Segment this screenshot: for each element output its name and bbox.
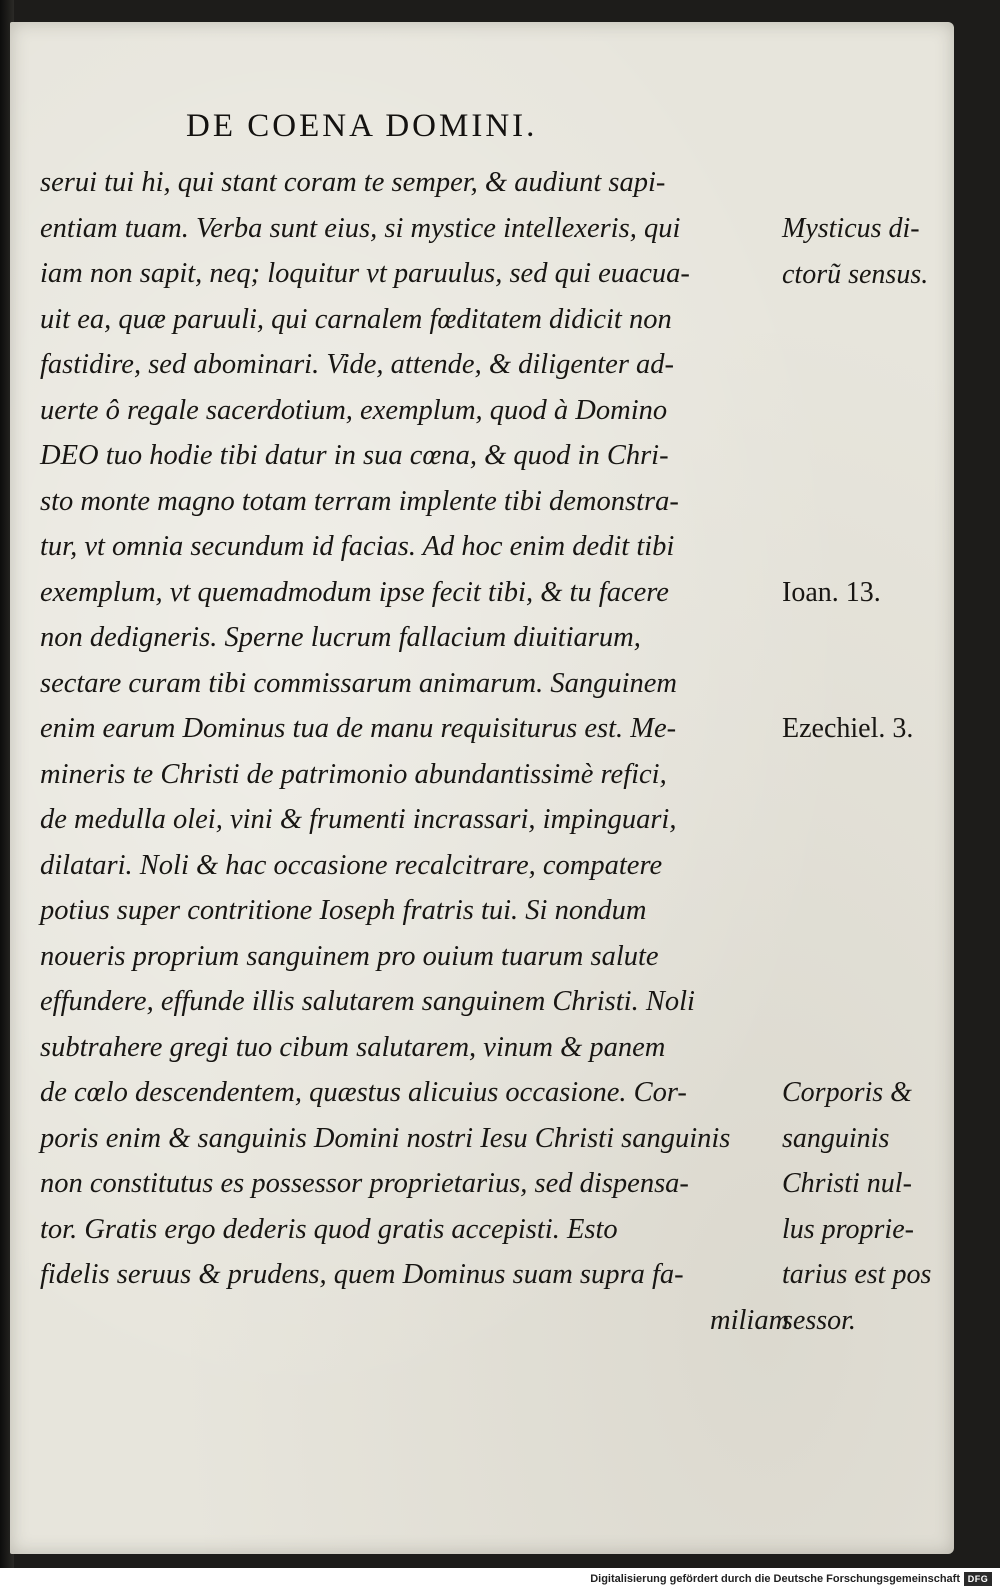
- margin-note-line: ctorũ sensus.: [782, 258, 929, 290]
- margin-note-corporis: [782, 1070, 952, 1343]
- margin-note-line: Ioan. 13.: [782, 577, 881, 608]
- text-line: subtrahere gregi tuo cibum salutarem, vinum & panem: [40, 1031, 666, 1063]
- text-line: uerte ô regale sacerdotium, exemplum, quod à Domino: [40, 394, 668, 426]
- text-line: de cœlo descendentem, quæstus alicuius occasione. Cor-: [40, 1077, 687, 1108]
- text-line: noueris proprium sanguinem pro ouium tuarum salute: [40, 940, 659, 972]
- margin-note-line: sessor.: [782, 1304, 856, 1336]
- text-line: exemplum, vt quemadmodum ipse fecit tibi, & tu facere: [40, 576, 669, 608]
- footer-bar: [0, 1568, 1000, 1593]
- text-line: non dedigneris. Sperne lucrum fallacium diuitiarum,: [40, 622, 641, 653]
- margin-note-line: tarius est pos: [782, 1259, 932, 1290]
- text-line: tur, vt omnia secundum id facias. Ad hoc enim dedit tibi: [40, 531, 675, 562]
- text-line: uit ea, quæ paruuli, qui carnalem fœditatem didicit non: [40, 303, 672, 335]
- text-line: sectare curam tibi commissarum animarum. Sanguinem: [40, 667, 677, 699]
- margin-note-line: Corporis &: [782, 1077, 912, 1108]
- text-line: fastidire, sed abominari. Vide, attende, & diligenter ad-: [40, 349, 675, 380]
- margin-note-line: lus proprie-: [782, 1213, 914, 1245]
- text-line: non constitutus es possessor proprietarius, sed dispensa-: [40, 1168, 689, 1199]
- text-line: DEO tuo hodie tibi datur in sua cœna, & quod in Chri-: [40, 440, 669, 471]
- margin-note-line: Ezechiel. 3.: [782, 713, 914, 744]
- text-line: iam non sapit, neq; loquitur vt paruulus, sed qui euacua-: [40, 258, 690, 289]
- margin-note-line: Mysticus di-: [782, 213, 920, 244]
- text-line: enim earum Dominus tua de manu requisiturus est. Me-: [40, 713, 677, 744]
- text-line: sto monte magno totam terram implente tibi demonstra-: [40, 485, 679, 517]
- margin-note-line: Christi nul-: [782, 1168, 912, 1199]
- text-line: dilatari. Noli & hac occasione recalcitrare, compatere: [40, 849, 663, 881]
- dfg-logo: DFG: [964, 1572, 992, 1586]
- text-line: poris enim & sanguinis Domini nostri Iesu Christi sanguinis: [40, 1122, 731, 1154]
- margin-note-line: sanguinis: [782, 1122, 890, 1154]
- text-line: effundere, effunde illis salutarem sanguinem Christi. Noli: [40, 986, 695, 1017]
- body-text: [40, 160, 790, 1343]
- running-head: DE COENA DOMINI.: [186, 108, 538, 144]
- text-line: fidelis seruus & prudens, quem Dominus suam supra fa-: [40, 1259, 684, 1290]
- text-line: serui tui hi, qui stant coram te semper, & audiunt sapi-: [40, 167, 666, 198]
- dfg-credit-text: Digitalisierung gefördert durch die Deutsche Forschungsgemeinschaft: [590, 1573, 960, 1585]
- margin-note-ezechiel: [782, 706, 952, 752]
- margin-note-mysticus: [782, 206, 952, 297]
- text-line: de medulla olei, vini & frumenti incrassari, impinguari,: [40, 804, 677, 835]
- text-line: miliam: [710, 1304, 790, 1336]
- text-line: potius super contritione Ioseph fratris tui. Si nondum: [40, 895, 647, 926]
- text-line: mineris te Christi de patrimonio abundantissimè refici,: [40, 758, 667, 790]
- margin-note-ioan: [782, 570, 952, 616]
- text-line: entiam tuam. Verba sunt eius, si mystice intellexeris, qui: [40, 212, 681, 244]
- text-line: tor. Gratis ergo dederis quod gratis accepisti. Esto: [40, 1213, 618, 1245]
